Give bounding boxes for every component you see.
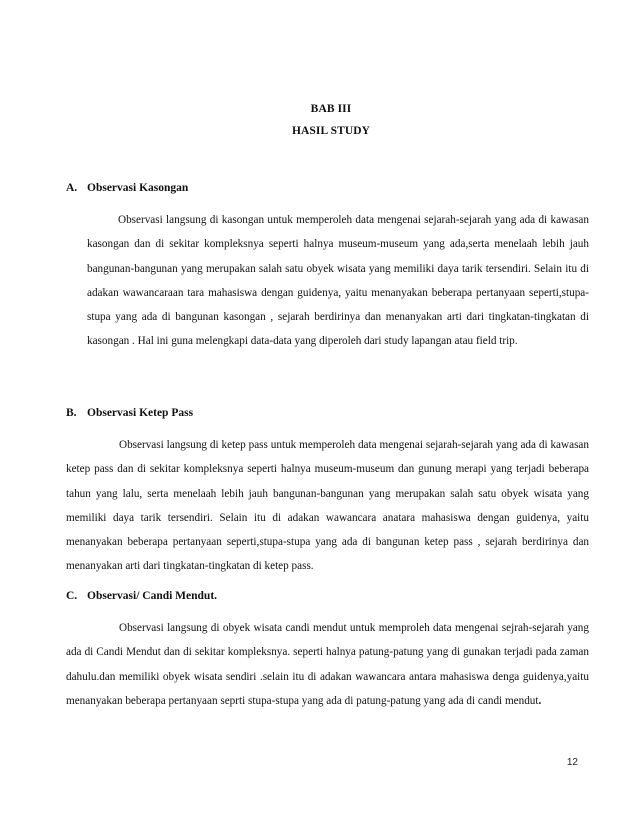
section-b-letter: B. xyxy=(66,407,77,419)
page-number: 12 xyxy=(566,757,578,768)
section-a-heading xyxy=(66,182,188,194)
section-a-paragraph: Observasi langsung di kasongan untuk memperoleh data mengenai sejarah-sejarah yang ada di kawasan kasongan dan di sekitar kompleksnya seperti halnya museum-museum yang ada,serta menelaah lebih jauh bangunan-bangunan yang merupakan salah satu obyek wisata yang memiliki daya tarik tersendiri. Selain itu di adakan wawancaraan tara mahasiswa dengan guidenya, yaitu menanyakan beberapa pertanyaan seperti,stupa-stupa yang ada di bangunan kasongan , sejarah berdirinya dan menanyakan arti dari tingkatan-tingkatan di kasongan . Hal ini guna melengkapi data-data yang diperoleh dari study lapangan atau field trip. xyxy=(87,214,589,348)
section-c-heading xyxy=(66,590,217,602)
section-c-end: . xyxy=(538,694,542,707)
section-a-letter: A. xyxy=(66,182,78,194)
section-b-paragraph: Observasi langsung di ketep pass untuk memperoleh data mengenai sejarah-sejarah yang ada di kawasan ketep pass dan di sekitar kompleksnya seperti halnya museum-museum dan gunung merapi yang terjadi beberapa tahun yang lalu, serta menelaah lebih jauh bangunan-bangunan yang merupakan salah satu obyek wisata yang memiliki daya tarik tersendiri. Selain itu di adakan wawancara anatara mahasiswa dengan guidenya, yaitu menanyakan beberapa pertanyaan seperti,stupa-stupa yang ada di bangunan ketep pass , sejarah berdirinya dan menanyakan arti dari tingkatan-tingkatan di ketep pass. xyxy=(66,439,589,573)
section-c-text: Observasi langsung di obyek wisata candi mendut untuk memproleh data mengenai sejrah-sejarah yang ada di Candi Mendut dan di sekitar kompleksnya. seperti halnya patung-patung yang di gunakan terjadi pada zaman dahulu.dan memiliki obyek wisata sendiri .selain itu di adakan wawancara antara mahasiswa denga guidenya,yaitu menanyakan beberapa pertanyaan seprti stupa-stupa yang ada di patung-patung yang ada di candi mendut xyxy=(66,622,589,707)
section-a-title: Observasi Kasongan xyxy=(87,182,189,194)
section-c-letter: C. xyxy=(66,590,78,602)
section-b-heading xyxy=(66,407,193,419)
section-c-title: Observasi/ Candi Mendut. xyxy=(87,590,218,602)
chapter-number: BAB III xyxy=(310,103,352,115)
section-b-title: Observasi Ketep Pass xyxy=(87,407,194,419)
section-c-paragraph xyxy=(66,616,589,713)
chapter-title: HASIL STUDY xyxy=(291,125,371,137)
